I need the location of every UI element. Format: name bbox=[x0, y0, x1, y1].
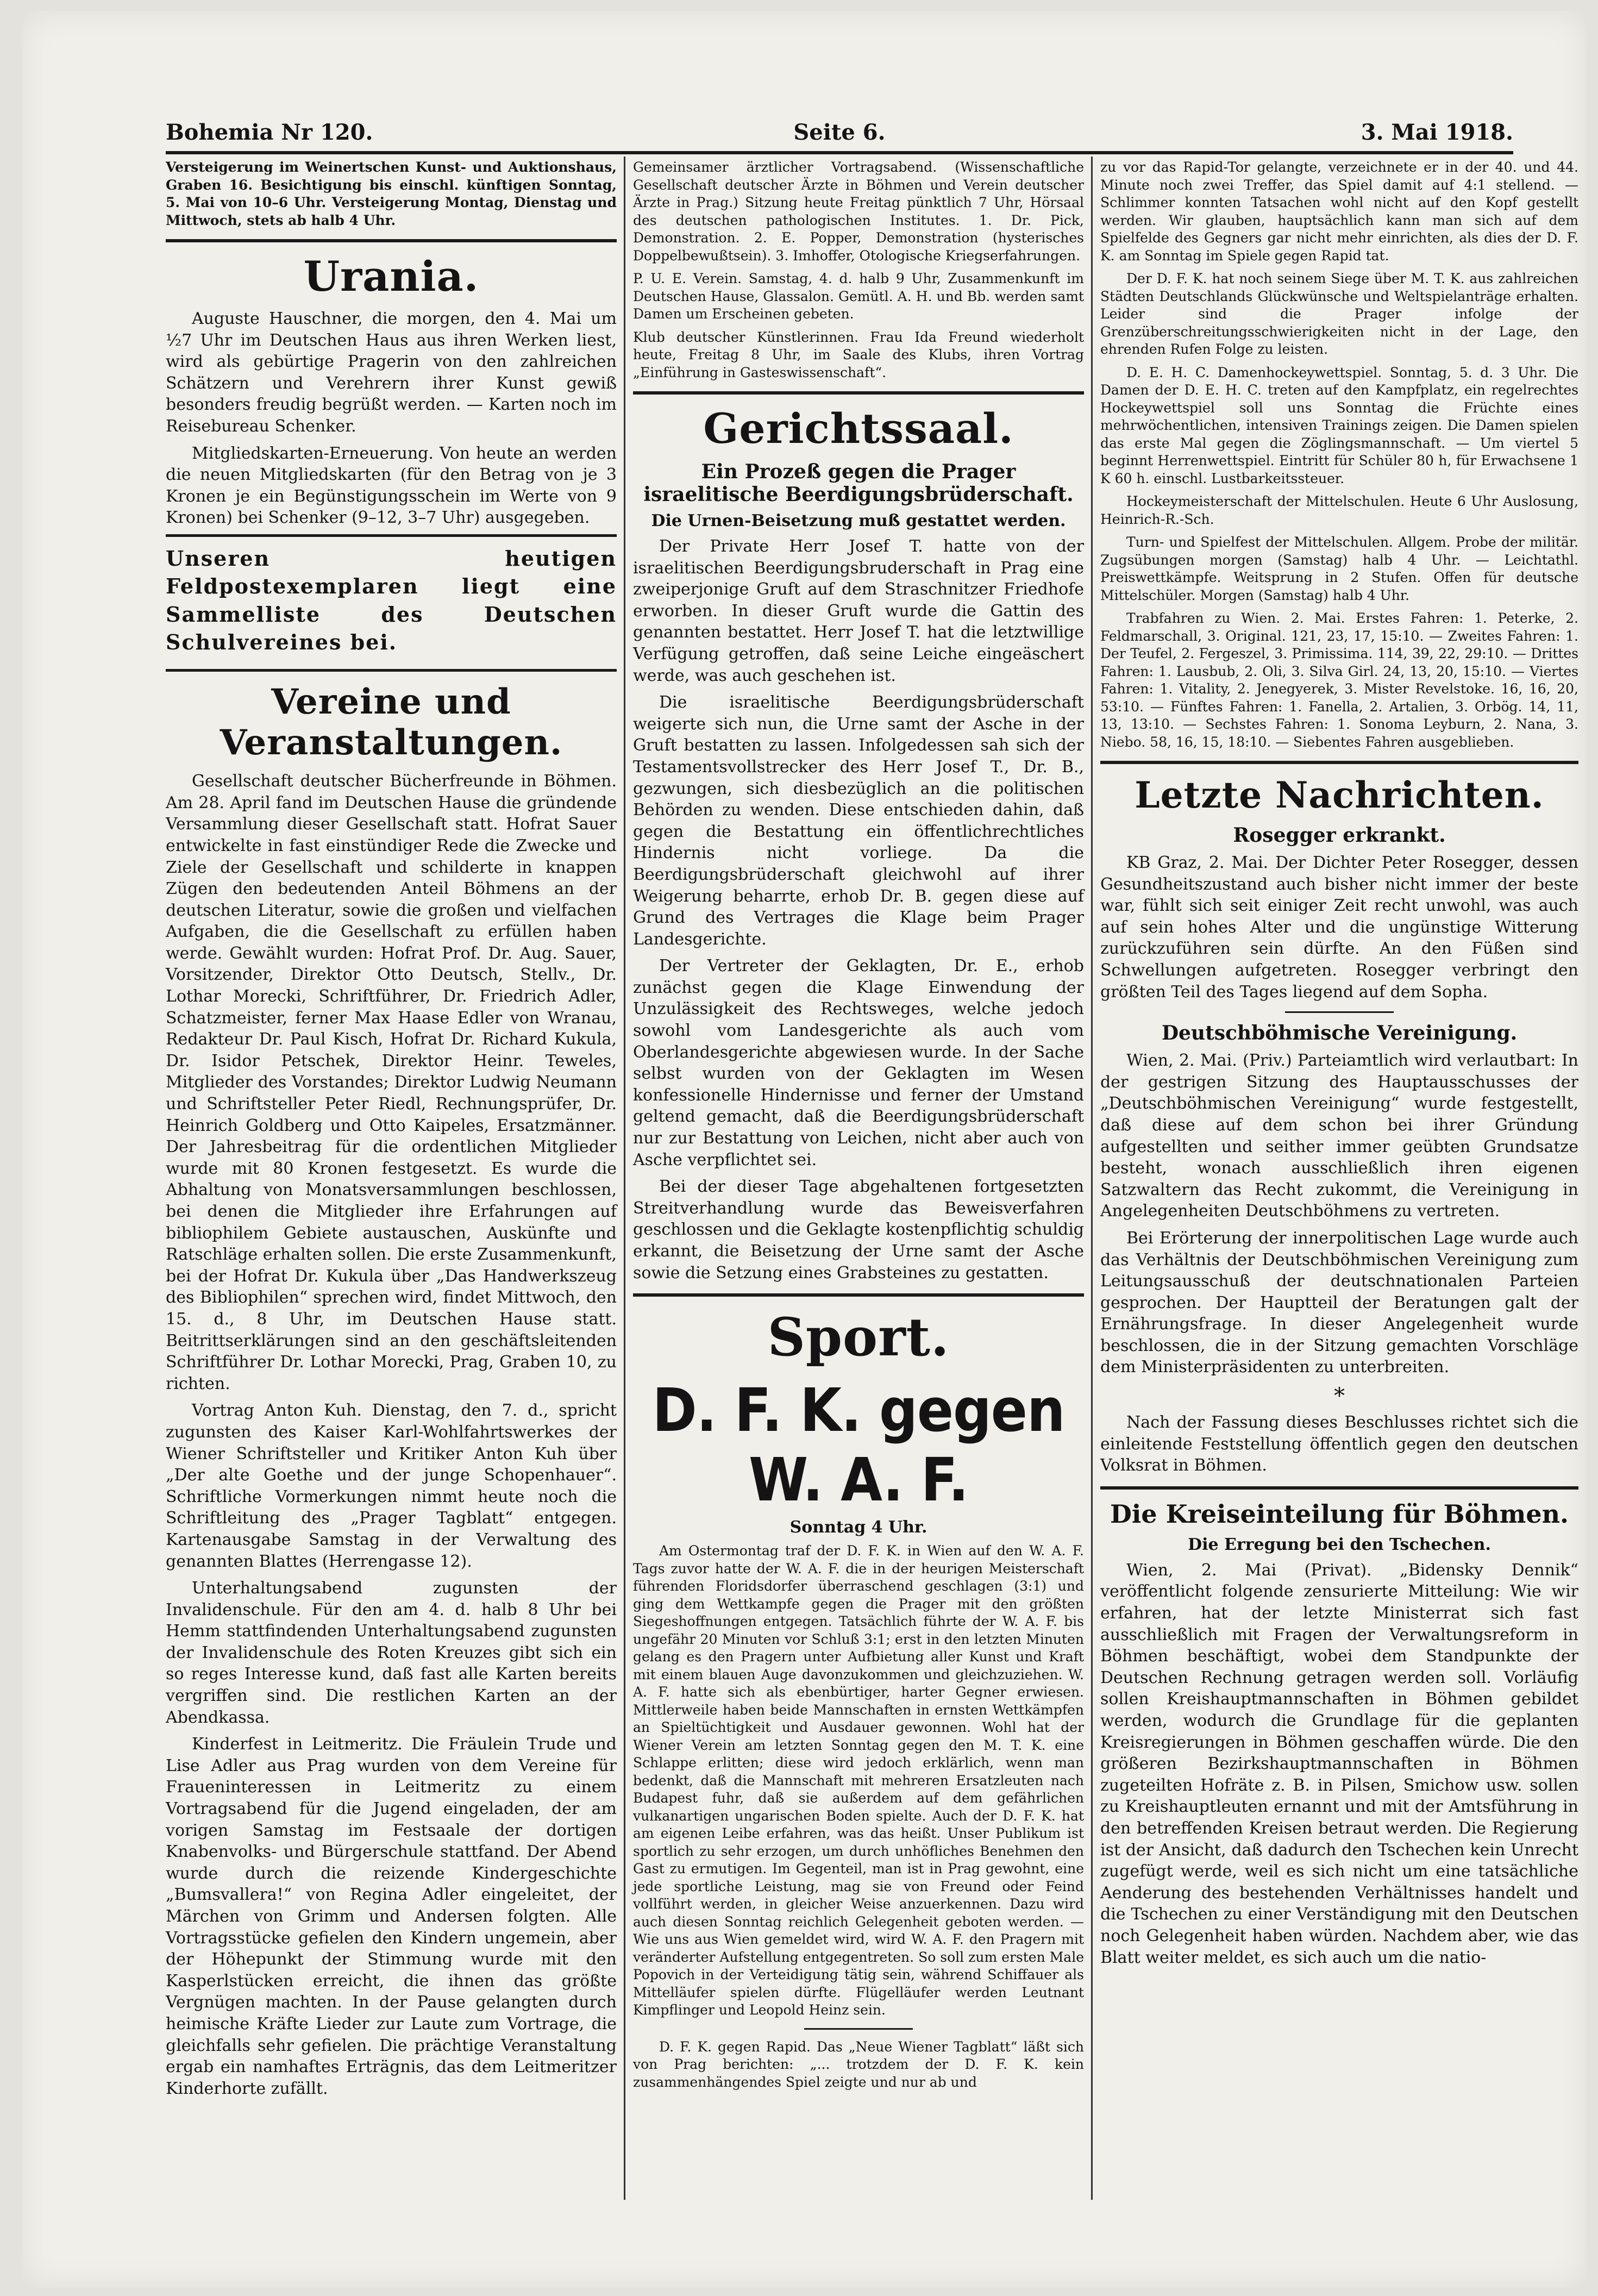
issue-date: 3. Mai 1918. bbox=[1361, 120, 1513, 145]
section-rule bbox=[1100, 761, 1578, 764]
sport-paragraph: Trabfahren zu Wien. 2. Mai. Erstes Fahren: 1. Peterke, 2. Feldmarschall, 3. Original. 121, 23, 17, 15:10. — Zweites Fahren: 1. Der Teufel, 2. Fergeszel, 3. Primissima. 114, 39, 22, 29:10. — Drittes Fahren: 1. Lausbub, 2. Oli, 3. Silva Girl. 24, 13, 20, 15:10. — Viertes Fahren: 1. Vitality, 2. Jenegyerek, 3. Mister Revelstoke. 16, 16, 20, 53:10. — Fünftes Fahren: 1. Fanella, 2. Artalien, 3. Orbög. 14, 11, 13, 13:10. — Sechstes Fahren: 1. Sonoma Leyburn, 2. Nana, 3. Niebo. 58, 16, 15, 18:10. — Siebentes Fahren ausgeblieben. bbox=[1100, 610, 1578, 750]
deutschboehmische-heading: Deutschböhmische Vereinigung. bbox=[1161, 1022, 1518, 1045]
rosegger-heading: Rosegger erkrankt. bbox=[1233, 824, 1446, 847]
gerichtssaal-subheading-2: Die Urnen-Beisetzung muß gestattet werden. bbox=[651, 511, 1066, 530]
kreiseinteilung-subheading: Die Erregung bei den Tschechen. bbox=[1188, 1535, 1491, 1554]
vereine-paragraph: Kinderfest in Leitmeritz. Die Fräulein Trude und Lise Adler aus Prag wurden von dem Vereine für Fraueninteressen in Leitmeritz zu einem Vortragsabend für die Jugend eingeladen, der am vorigen Samstag im Festsaale der dortigen Knabenvolks- und Bürgerschule stattfand. Der Abend wurde durch die reizende Kindergeschichte „Bumsvallera!“ von Regina Adler eingeleitet, der Märchen von Grimm und Andersen folgten. Alle Vortragsstücke gefielen den Kindern ungemein, aber der Höhepunkt der Stimmung wurde mit den Kasperlstücken erreicht, die ihnen das größte Vergnügen machten. In der Pause gelangten durch heimische Kräfte Lieder zur Laute zum Vortrage, die gleichfalls sehr gefielen. Die prächtige Veranstaltung ergab ein namhaftes Erträgnis, das dem Leitmeritzer Kinderhorte zufällt. bbox=[166, 1735, 617, 2098]
sport-paragraph: zu vor das Rapid-Tor gelangte, verzeichnete er in der 40. und 44. Minute noch zwei Treffer, das Spiel damit auf 4:1 stellend. — Schlimmer konnten Tatsachen wohl nicht auf den Kopf gestellt werden. Wir glauben, hauptsächlich kann man sich auf dem Spielfelde des Gegners gar nicht mehr einrichten, als dies der D. F. K. am Sonntag im Spiele gegen Rapid tat. bbox=[1100, 159, 1578, 264]
vereine-paragraph: Unterhaltungsabend zugunsten der Invalidenschule. Für den am 4. d. halb 8 Uhr bei Hemm stattfindenden Unterhaltungsabend zugunsten der Invalidenschule des Roten Kreuzes gibt sich ein so reges Interesse kund, daß fast alle Karten bereits vergriffen sind. Die restlichen Karten an der Abendkassa. bbox=[166, 1579, 617, 1727]
gerichtssaal-paragraph: Der Private Herr Josef T. hatte von der israelitischen Beerdigungsbruderschaft in Prag eine zweiperjonige Gruft auf dem Straschnitzer Friedhofe erworben. In dieser Gruft wurde die Gattin des genannten bestattet. Herr Josef T. hat die letztwillige Verfügung getroffen, daß seine Leiche eingeäschert werde, was auch geschehen ist. bbox=[633, 537, 1084, 685]
dfk-subheading: Sonntag 4 Uhr. bbox=[789, 1518, 928, 1537]
rosegger-paragraph: KB Graz, 2. Mai. Der Dichter Peter Rosegger, dessen Gesundheitszustand auch bisher nicht immer der beste war, fühlt sich seit einiger Zeit recht unwohl, was auch auf sein hohes Alter und die ungünstige Witterung zurückzuführen sein dürfte. An den Füßen sind Schwellungen aufgetreten. Rosegger verbringt den größten Teil des Tages liegend auf dem Sopha. bbox=[1100, 853, 1578, 1002]
gerichtssaal-subheading: Ein Prozeß gegen die Prager israelitische Beerdigungsbrüderschaft. bbox=[643, 460, 1074, 506]
deutschboehmische-paragraph: Bei Erörterung der innerpolitischen Lage wurde auch das Verhältnis der Deutschböhmischen Vereinigung zum Leitungsausschuß der deutschnationalen Parteien gesprochen. Der Hauptteil der Beratungen galt der Ernährungsfrage. In dieser Angelegenheit wurde beschlossen, die in der Sitzung gemachten Vorschläge dem Ministerpräsidenten zu unterbreiten. bbox=[1100, 1228, 1578, 1377]
column-left bbox=[166, 159, 617, 2105]
sport-paragraph: Am Ostermontag traf der D. F. K. in Wien auf den W. A. F. Tags zuvor hatte der W. A. F. die in der heurigen Meisterschaft führenden Floridsdorfer überraschend geschlagen (3:1) und ging dem Wettkampfe gegen die Prager mit den größten Siegeshoffnungen entgegen. Tatsächlich führte der W. A. F. bis ungefähr 20 Minuten vor Schluß 3:1; erst in den letzten Minuten gelang es den Pragern unter Aufbietung aller Kunst und Kraft mit einem blauen Auge davonzukommen und gleichzuziehen. W. A. F. hatte sich als ebenbürtiger, harter Gegner erwiesen. Mittlerweile haben beide Mannschaften in ernsten Wettkämpfen an Spieltüchtigkeit und Ausdauer gewonnen. Wohl hat der Wiener Verein am letzten Sonntag gegen den M. T. K. eine Schlappe erlitten; diese wird jedoch erklärlich, wenn man bedenkt, daß die Mannschaft mit mehreren Ersatzleuten nach Budapest fuhr, daß sie außerdem auf dem gefährlichen vulkanartigen ungarischen Boden spielte. Auch der D. F. K. hat am eigenen Leibe erfahren, was das heißt. Unser Publikum ist sportlich zu sehr erzogen, um durch unhöfliches Benehmen den Gast zu ermutigen. Im Gegenteil, man ist in Prag gewohnt, eine jede sportliche Leistung, mag sie von Freund oder Feind vollführt werden, in gleicher Weise anzuerkennen. Dazu wird auch diesen Sonntag reichlich Gelegenheit geboten werden. — Wie uns aus Wien gemeldet wird, wird W. A. F. den Pragern mit veränderter Aufstellung entgegentreten. So soll zum ersten Male Popovich in der Verteidigung tätig sein, während Schiffauer als Mittelläufer spielen dürfte. Flügelläufer werden Leutnant Kimpflinger und Leopold Heinz sein. bbox=[633, 1543, 1084, 2018]
page-number: Seite 6. bbox=[793, 120, 886, 145]
section-rule bbox=[633, 391, 1084, 395]
header-rule bbox=[166, 151, 1513, 154]
sport-paragraph: Der D. F. K. hat noch seinem Siege über M. T. K. aus zahlreichen Städten Deutschlands Glückwünsche und Weltspielanträge erhalten. Leider sind die Prager infolge der Grenzüberschreitungsschwierigkeiten nicht in der Lage, den ehrenden Rufen Folge zu leisten. bbox=[1100, 271, 1578, 357]
issue-number: Bohemia Nr 120. bbox=[166, 120, 373, 145]
auction-notice: Versteigerung im Weinertschen Kunst- und Auktionshaus, Graben 16. Besichtigung bis einschl. künftigen Sonntag, 5. Mai von 10–6 Uhr. Versteigerung Montag, Dienstag und Mittwoch, stets ab halb 4 Uhr. bbox=[166, 159, 617, 228]
page-header bbox=[166, 120, 1513, 152]
sport-heading: Sport. bbox=[767, 1306, 950, 1368]
sport-paragraph: D. F. K. gegen Rapid. Das „Neue Wiener Tagblatt“ läßt sich von Prag berichten: „... trotzdem der D. F. K. kein zusammenhängendes Spiel zeigte und nur ab und bbox=[633, 2038, 1084, 2090]
deutschboehmische-paragraph: Nach der Fassung dieses Beschlusses richtet sich die einleitende Feststellung öffentlich gegen den deutschen Volksrat in Böhmen. bbox=[1100, 1413, 1578, 1475]
gerichtssaal-paragraph: Die israelitische Beerdigungsbrüderschaft weigerte sich nun, die Urne samt der Asche in der Gruft bestatten zu lassen. Infolgedessen sah sich der Testamentsvollstrecker des Herr Josef T., Dr. B., gezwungen, sich diesbezüglich an die politischen Behörden zu wenden. Diese entschieden dahin, daß gegen die Bestattung ein öffentlichrechtliches Hindernis nicht vorliege. Da die Beerdigungsbrüderschaft gleichwohl auf ihrer Weigerung beharrte, erhob Dr. B. gegen diese auf Grund des Vertrages die Klage beim Prager Landesgerichte. bbox=[633, 693, 1084, 949]
notice-paragraph: Gemeinsamer ärztlicher Vortragsabend. (Wissenschaftliche Gesellschaft deutscher Ärzte in Böhmen und Verein deutscher Ärzte in Prag.) Sitzung heute Freitag pünktlich 7 Uhr, Hörsaal des deutschen pathologischen Institutes. 1. Dr. Pick, Demonstration. 2. E. Popper, Demonstration (hysterisches Doppelbewußtsein). 3. Imhoffer, Otologische Kriegserfahrungen. bbox=[633, 159, 1084, 264]
column-middle bbox=[633, 159, 1084, 2097]
asterisk-marker: * bbox=[1334, 1384, 1345, 1409]
newspaper-page bbox=[22, 11, 1587, 2288]
urania-heading: Urania. bbox=[303, 252, 479, 301]
section-rule bbox=[1100, 1486, 1578, 1490]
vereine-heading: Vereine und Veranstaltungen. bbox=[220, 681, 563, 764]
letzte-nachrichten-heading: Letzte Nachrichten. bbox=[1135, 774, 1544, 816]
separator bbox=[1285, 1011, 1394, 1013]
dfk-headline: D. F. K. gegen W. A. F. bbox=[652, 1375, 1065, 1515]
gerichtssaal-heading: Gerichtssaal. bbox=[703, 404, 1014, 453]
notice-paragraph: P. U. E. Verein. Samstag, 4. d. halb 9 Uhr, Zusammenkunft im Deutschen Hause, Glassalon. Gemütl. A. H. und Bb. werden samt Damen um Erscheinen gebeten. bbox=[633, 271, 1084, 322]
sport-paragraph: Hockeymeisterschaft der Mittelschulen. Heute 6 Uhr Auslosung, Heinrich-R.-Sch. bbox=[1100, 493, 1578, 527]
vereine-paragraph: Vortrag Anton Kuh. Dienstag, den 7. d., spricht zugunsten des Kaiser Karl-Wohlfahrtswerkes der Wiener Schriftsteller und Kritiker Anton Kuh über „Der alte Goethe und der junge Schopenhauer“. Schriftliche Vormerkungen nimmt heute noch die Schriftleitung des „Prager Tagblatt“ entgegen. Kartenausgabe Samstag in der Verwaltung des genannten Blattes (Herrengasse 12). bbox=[166, 1401, 617, 1571]
section-rule bbox=[166, 239, 617, 242]
gerichtssaal-paragraph: Der Vertreter der Geklagten, Dr. E., erhob zunächst gegen die Klage Einwendung der Unzulässigkeit des Rechtsweges, welche jedoch sowohl vom Landesgerichte als auch vom Oberlandesgerichte abgewiesen wurde. In der Sache selbst wurden von der Geklagten im Wesen konfessionelle Hindernisse und ferner der Umstand geltend gemacht, daß die Beerdigungsbrüderschaft nur zur Bestattung von Leichen, nicht aber auch von Asche verpflichtet sei. bbox=[633, 956, 1084, 1169]
urania-paragraph: Auguste Hauschner, die morgen, den 4. Mai um ½7 Uhr im Deutschen Haus aus ihren Werken liest, wird als gebürtige Pragerin von den zahlreichen Schätzern und Verehrern ihrer Kunst gewiß besonders freudig begrüßt werden. — Karten noch im Reisebureau Schenker. bbox=[166, 309, 617, 436]
separator bbox=[804, 2028, 913, 2030]
feldpost-notice bbox=[166, 534, 617, 672]
column-right bbox=[1100, 159, 1578, 1974]
section-rule bbox=[633, 1293, 1084, 1297]
vereine-paragraph: Gesellschaft deutscher Bücherfreunde in Böhmen. Am 28. April fand im Deutschen Hause die gründende Versammlung dieser Gesellschaft statt. Hofrat Sauer entwickelte in fast einstündiger Rede die Zwecke und Ziele der Gesellschaft und schilderte in knappen Zügen den bedeutenden Anteil Böhmens an der deutschen Literatur, sowie die großen und vielfachen Aufgaben, die die Gesellschaft zu erfüllen haben werde. Gewählt wurden: Hofrat Prof. Dr. Aug. Sauer, Vorsitzender, Direktor Otto Deutsch, Stellv., Dr. Lothar Morecki, Schriftführer, Dr. Friedrich Adler, Schatzmeister, ferner Max Haase Edler von Wranau, Redakteur Dr. Paul Kisch, Hofrat Dr. Richard Kukula, Dr. Isidor Petschek, Direktor Heinr. Teweles, Mitglieder des Vorstandes; Direktor Ludwig Neumann und Schriftsteller Peter Riedl, Rechnungsprüfer, Dr. Heinrich Goldberg und Otto Kaipeles, Ersatzmänner. Der Jahresbeitrag für die ordentlichen Mitglieder wurde mit 80 Kronen festgesetzt. Es wurde die Abhaltung von Monatsversammlungen beschlossen, bei denen die Mitglieder ihre Erfahrungen auf bibliophilem Gebiete austauschen, Auskünfte und Ratschläge erhalten sollen. Die erste Zusammenkunft, bei der Hofrat Dr. Kukula über „Das Handwerkszeug des Bibliophilen“ sprechen wird, findet Mittwoch, den 15. d., 8 Uhr, im Deutschen Hause statt. Beitrittserklärungen sind an den geschäftsleitenden Schriftführer Dr. Lothar Morecki, Prag, Graben 10, zu richten. bbox=[166, 772, 617, 1393]
gerichtssaal-paragraph: Bei der dieser Tage abgehaltenen fortgesetzten Streitverhandlung wurde das Beweisverfahren geschlossen und die Geklagte kostenpflichtig schuldig erkannt, die Beisetzung der Urne samt der Asche sowie die Setzung eines Grabsteines zu gestatten. bbox=[633, 1177, 1084, 1282]
urania-paragraph: Mitgliedskarten-Erneuerung. Von heute an werden die neuen Mitgliedskarten (für den Betrag von je 3 Kronen je ein Begünstigungsschein im Werte von 9 Kronen) bei Schenker (9–12, 3–7 Uhr) ausgegeben. bbox=[166, 443, 617, 528]
notice-paragraph: Klub deutscher Künstlerinnen. Frau Ida Freund wiederholt heute, Freitag 8 Uhr, im Saale des Klubs, ihren Vortrag „Einführung in Gasteswissenschaft“. bbox=[633, 329, 1084, 380]
feldpost-text: Unseren heutigen Feldpostexemplaren liegt eine Sammelliste des Deutschen Schulvereines bei. bbox=[166, 546, 617, 654]
sport-paragraph: Turn- und Spielfest der Mittelschulen. Allgem. Probe der militär. Zugsübungen morgen (Samstag) halb 4 Uhr. — Leichtathl. Preiswettkämpfe. Weitsprung in 2 Stufen. Offen für deutsche Mittelschüler. Morgen (Samstag) halb 4 Uhr. bbox=[1100, 534, 1578, 603]
sport-paragraph: D. E. H. C. Damenhockeywettspiel. Sonntag, 5. d. 3 Uhr. Die Damen der D. E. H. C. treten auf den Kampfplatz, ein regelrechtes Hockeywettspiel soll uns Sonntag die Früchte eines mehrwöchentlichen, intensiven Trainings zeigen. Die Damen spielen das erste Mal gegen die Zöglingsmannschaft. — Um viertel 5 beginnt Herrenwettspiel. Eintritt für Schüler 80 h, für Erwachsene 1 K 60 h. einschl. Lustbarkeitssteuer. bbox=[1100, 364, 1578, 486]
kreiseinteilung-heading: Die Kreiseinteilung für Böhmen. bbox=[1110, 1499, 1569, 1529]
column-divider bbox=[1091, 157, 1093, 2200]
deutschboehmische-paragraph: Wien, 2. Mai. (Priv.) Parteiamtlich wird verlautbart: In der gestrigen Sitzung des Hauptausschusses der „Deutschböhmischen Vereinigung“ wurde festgestellt, daß diese auf dem schon bei ihrer Gründung aufgestellten und seither immer geübten Grundsatze besteht, wonach ausschließlich ihren eigenen Satzwaltern das Recht zukommt, die Vereinigung in Angelegenheiten Deutschböhmens zu vertreten. bbox=[1100, 1051, 1578, 1221]
column-divider bbox=[624, 157, 625, 2200]
kreiseinteilung-paragraph: Wien, 2. Mai (Privat). „Bidensky Dennik“ veröffentlicht folgende zensurierte Mitteilung: Wie wir erfahren, hat der letzte Ministerrat sich fast ausschließlich mit Fragen der Verwaltungsreform in Böhmen beschäftigt, wobei dem Standpunkte der Deutschen Rechnung getragen werden soll. Vorläufig sollen Kreishauptmannschaften in Böhmen gebildet werden, wodurch die Grundlage für die geplanten Kreisregierungen in Böhmen geschaffen würde. Die den größeren Bezirkshauptmannschaften in Böhmen zugeteilten Hofräte z. B. in Pilsen, Smichow usw. sollen zu Kreishauptleuten ernannt und mit der Amtsführung in den betreffenden Kreisen betraut werden. Die Regierung ist der Ansicht, daß dadurch den Tschechen kein Unrecht zugefügt werde, weil es sich nicht um eine tatsächliche Aenderung des bestehenden Verhältnisses handelt und die Tschechen zu einer Verständigung mit den Deutschen noch Gelegenheit haben würden. Nachdem aber, wie das Blatt weiter meldet, es sich auch um die natio- bbox=[1100, 1560, 1578, 1967]
